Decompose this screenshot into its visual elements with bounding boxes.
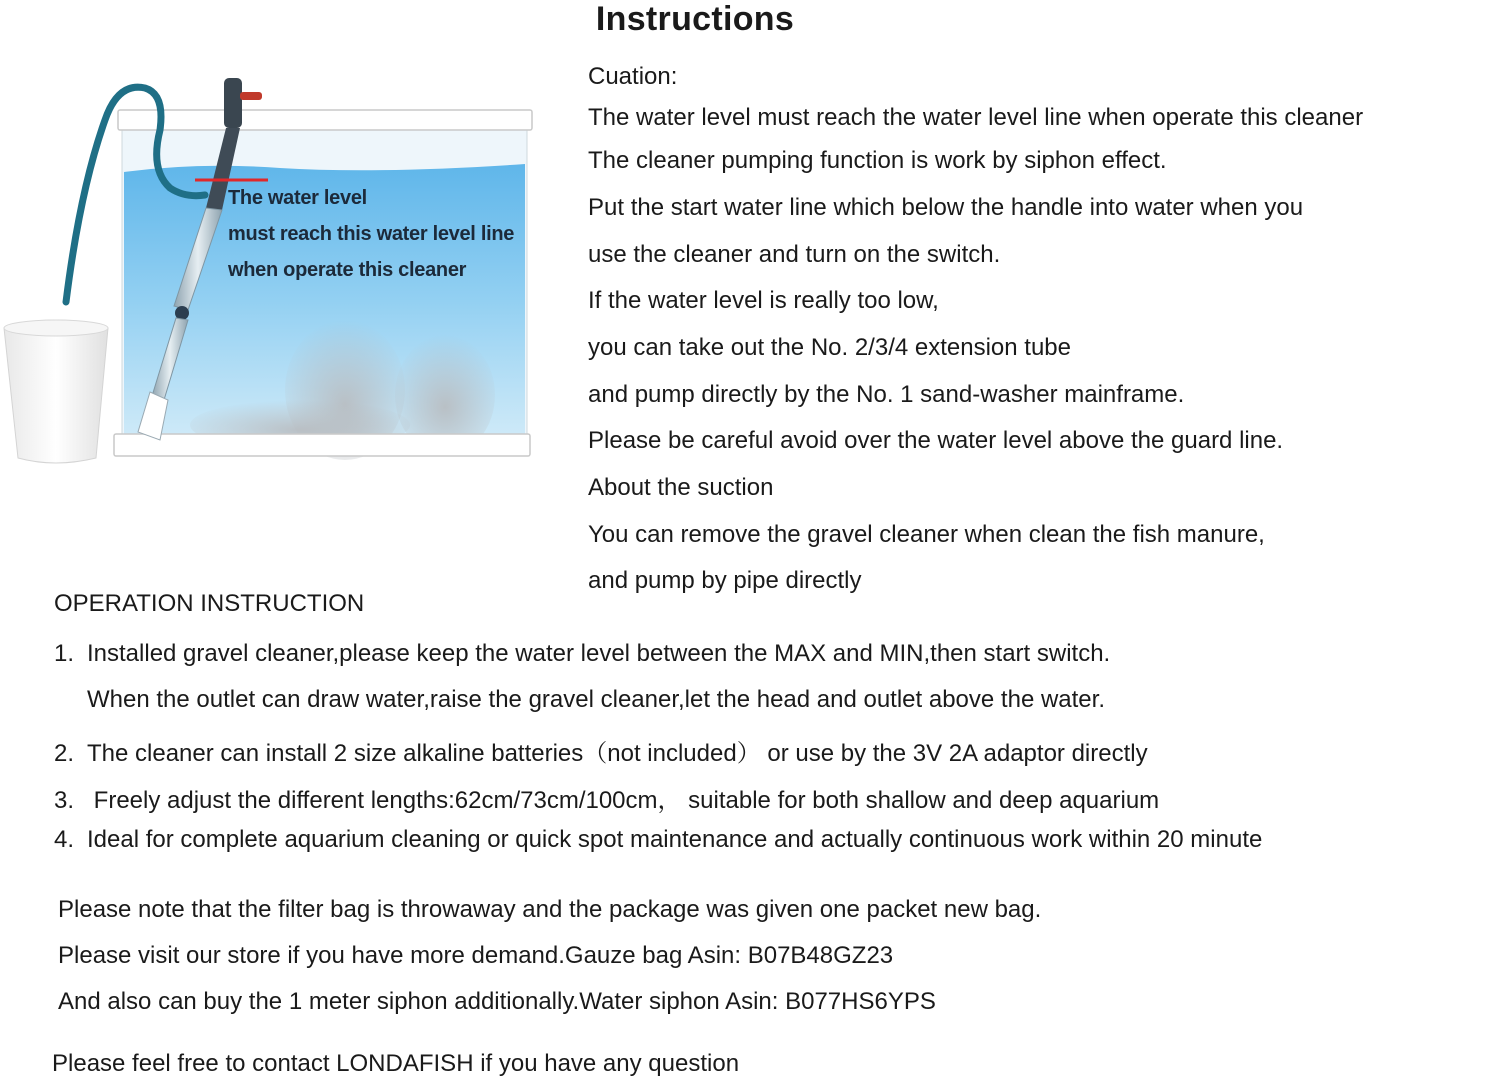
caution-line: You can remove the gravel cleaner when clean the fish manure, xyxy=(588,521,1265,548)
aquarium-illustration xyxy=(0,70,545,470)
cleaner-handle xyxy=(224,78,242,128)
note-line: Please visit our store if you have more demand.Gauze bag Asin: B07B48GZ23 xyxy=(58,942,894,969)
operation-item-number: 1. xyxy=(54,640,75,667)
operation-item-number: 2. xyxy=(54,740,75,767)
caution-line: and pump by pipe directly xyxy=(588,567,862,594)
caution-heading: Cuation: xyxy=(588,63,678,90)
operation-item xyxy=(87,686,1105,714)
caution-line: and pump directly by the No. 1 sand-washer mainframe. xyxy=(588,381,1185,408)
operation-item-text: Freely adjust the different lengths:62cm/73cm/100cm， suitable for both shallow and deep aquarium xyxy=(87,787,1160,814)
page-title: Instructions xyxy=(595,0,795,38)
note-line: And also can buy the 1 meter siphon additionally.Water siphon Asin: B077HS6YPS xyxy=(58,988,936,1015)
operation-item xyxy=(54,640,1110,668)
caution-line: If the water level is really too low, xyxy=(588,287,939,314)
operation-item-text: When the outlet can draw water,raise the gravel cleaner,let the head and outlet above the water. xyxy=(87,686,1105,713)
caution-line: Please be careful avoid over the water level above the guard line. xyxy=(588,427,1284,454)
water-level-note-line: when operate this cleaner xyxy=(228,259,467,281)
operation-item xyxy=(54,826,1262,854)
operation-item-text: Installed gravel cleaner,please keep the water level between the MAX and MIN,then start switch. xyxy=(87,640,1111,667)
tank-bottom-frame xyxy=(114,434,530,456)
operation-item-text: Ideal for complete aquarium cleaning or quick spot maintenance and actually continuous work within 20 minute xyxy=(87,826,1263,853)
caution-line: The water level must reach the water level line when operate this cleaner xyxy=(588,104,1364,131)
caution-line: The cleaner pumping function is work by siphon effect. xyxy=(588,147,1167,174)
operation-item-number: 4. xyxy=(54,826,75,853)
operation-heading: OPERATION INSTRUCTION xyxy=(54,590,365,617)
tank-top-frame xyxy=(118,110,532,130)
cup xyxy=(4,320,108,463)
water-level-note-line: The water level xyxy=(228,187,367,209)
operation-item-text: The cleaner can install 2 size alkaline batteries（not included） or use by the 3V 2A adaptor directly xyxy=(87,740,1148,767)
caution-line: use the cleaner and turn on the switch. xyxy=(588,241,1001,268)
note-line: Please note that the filter bag is throwaway and the package was given one packet new bag. xyxy=(58,896,1042,923)
caution-line: Put the start water line which below the handle into water when you xyxy=(588,194,1304,221)
water-level-note-line: must reach this water level line xyxy=(228,223,515,245)
contact-line: Please feel free to contact LONDAFISH if you have any question xyxy=(52,1050,740,1077)
operation-item-number: 3. xyxy=(54,787,75,814)
operation-item xyxy=(54,733,1148,768)
operation-item xyxy=(54,780,1159,815)
caution-line: About the suction xyxy=(588,474,774,501)
caution-line: you can take out the No. 2/3/4 extension tube xyxy=(588,334,1071,361)
